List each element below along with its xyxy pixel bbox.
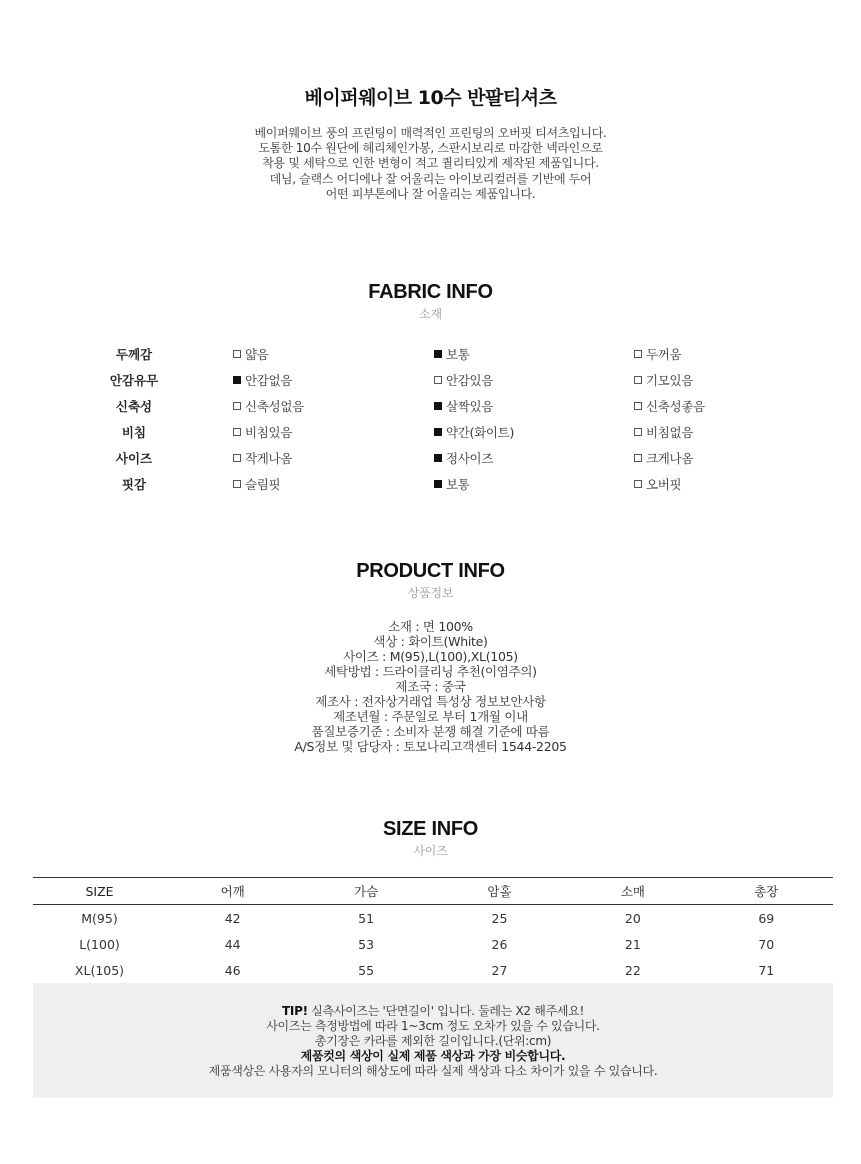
size-cell: 51 [358, 910, 375, 926]
fabric-option [634, 397, 705, 415]
fabric-row [0, 371, 861, 391]
fabric-category-label: 사이즈 [115, 451, 153, 466]
fabric-category-label: 핏감 [121, 477, 147, 492]
checked-box-icon [233, 376, 241, 384]
product-info-title: PRODUCT INFO [356, 560, 505, 582]
fabric-option [434, 345, 470, 363]
fabric-category-label: 신축성 [115, 399, 153, 414]
size-cell: 70 [758, 936, 775, 952]
fabric-option-label: 신축성없음 [245, 399, 304, 414]
tip-line: 총기장은 카라를 제외한 길이입니다.(단위:cm) [314, 1034, 552, 1048]
size-cell: 25 [491, 910, 508, 926]
fabric-option-label: 신축성좋음 [646, 399, 705, 414]
fabric-option [434, 371, 493, 389]
size-cell: L(100) [79, 936, 120, 952]
product-info-line: A/S정보 및 담당자 : 토모나리고객센터 1544-2205 [294, 739, 567, 754]
description-line: 어떤 피부톤에나 잘 어울리는 제품입니다. [325, 186, 536, 201]
fabric-option-label: 두꺼움 [646, 347, 682, 362]
fabric-option-label: 비침있음 [245, 425, 293, 440]
size-cell: 20 [624, 910, 641, 926]
fabric-info-title: FABRIC INFO [368, 281, 493, 303]
fabric-option-label: 안감없음 [245, 373, 293, 388]
checked-box-icon [434, 454, 442, 462]
fabric-option-label: 기모있음 [646, 373, 694, 388]
tip-line [33, 1004, 833, 1019]
fabric-option-label: 오버핏 [646, 477, 682, 492]
unchecked-box-icon [233, 428, 241, 436]
fabric-option-label: 보통 [446, 477, 470, 492]
fabric-option [233, 475, 280, 493]
product-info-line: 제조사 : 전자상거래업 특성상 정보보안사항 [315, 694, 546, 709]
size-table [33, 877, 833, 983]
size-cell: 55 [358, 962, 375, 978]
size-header-cell: 가슴 [299, 878, 432, 905]
fabric-option-label: 약간(화이트) [446, 425, 515, 440]
size-header-cell: SIZE [33, 878, 166, 905]
product-info-line: 제조년월 : 주문일로 부터 1개월 이내 [333, 709, 528, 724]
table-row [33, 931, 833, 957]
tip-prefix: TIP! [282, 1004, 308, 1018]
fabric-option [634, 449, 693, 467]
unchecked-box-icon [233, 480, 241, 488]
unchecked-box-icon [634, 454, 642, 462]
product-info-line: 소재 : 면 100% [388, 619, 473, 634]
size-cell: 69 [758, 910, 775, 926]
fabric-row [0, 475, 861, 495]
tip-color-notice: 제품컷의 색상이 실제 제품 색상과 가장 비슷합니다. [300, 1049, 566, 1063]
product-info-subtitle: 상품정보 [407, 586, 454, 600]
fabric-option [233, 397, 304, 415]
product-title: 베이퍼웨이브 10수 반팔티셔츠 [304, 87, 557, 109]
size-cell: 44 [224, 936, 241, 952]
table-row [33, 957, 833, 983]
size-header-cell: 총장 [700, 878, 833, 905]
description-line: 도톰한 10수 원단에 헤리체인가봉, 스판시보리로 마감한 넥라인으로 [258, 141, 603, 156]
product-description [0, 126, 861, 202]
fabric-row [0, 423, 861, 443]
description-line: 착용 및 세탁으로 인한 변형이 적고 퀄리티있게 제작된 제품입니다. [262, 156, 599, 171]
fabric-option [233, 449, 292, 467]
fabric-option-label: 정사이즈 [446, 451, 494, 466]
fabric-option-label: 안감있음 [446, 373, 494, 388]
size-table-header-row [33, 878, 833, 905]
size-info-subtitle: 사이즈 [413, 844, 448, 858]
size-header-cell: 어깨 [166, 878, 299, 905]
unchecked-box-icon [233, 402, 241, 410]
fabric-option [634, 423, 693, 441]
product-info-line: 사이즈 : M(95),L(100),XL(105) [343, 649, 518, 664]
size-cell: 42 [224, 910, 241, 926]
fabric-option-label: 보통 [446, 347, 470, 362]
size-cell: 21 [624, 936, 641, 952]
fabric-option [233, 345, 269, 363]
size-cell: 46 [224, 962, 241, 978]
checked-box-icon [434, 428, 442, 436]
product-info-line: 제조국 : 중국 [395, 679, 466, 694]
fabric-option [434, 423, 514, 441]
product-info-line: 품질보증기준 : 소비자 분쟁 해결 기준에 따름 [311, 724, 550, 739]
fabric-row [0, 449, 861, 469]
size-cell: 71 [758, 962, 775, 978]
checked-box-icon [434, 480, 442, 488]
table-row [33, 905, 833, 932]
fabric-option-label: 살짝있음 [446, 399, 494, 414]
description-line: 베이퍼웨이브 풍의 프린팅이 매력적인 프린팅의 오버핏 티셔츠입니다. [254, 126, 607, 140]
size-header-cell: 암홀 [433, 878, 566, 905]
fabric-option [434, 475, 470, 493]
checked-box-icon [434, 350, 442, 358]
fabric-category-label: 두께감 [115, 347, 153, 362]
description-line: 데님, 슬랙스 어디에나 잘 어울리는 아이보리컬러를 기반에 두어 [269, 171, 592, 186]
fabric-option-label: 비침없음 [646, 425, 694, 440]
tip-box [33, 983, 833, 1098]
size-header-cell: 소매 [566, 878, 699, 905]
fabric-category-label: 비침 [121, 425, 147, 440]
fabric-option [434, 449, 493, 467]
size-cell: M(95) [81, 910, 118, 926]
fabric-option-label: 작게나옴 [245, 451, 293, 466]
fabric-option [634, 371, 693, 389]
tip-line: 제품색상은 사용자의 모니터의 해상도에 따라 실제 색상과 다소 차이가 있을 수 있습니다. [208, 1064, 658, 1078]
tip-line: 사이즈는 측정방법에 따라 1~3cm 정도 오차가 있을 수 있습니다. [266, 1019, 600, 1033]
unchecked-box-icon [634, 350, 642, 358]
fabric-option [233, 423, 292, 441]
size-cell: XL(105) [74, 962, 125, 978]
unchecked-box-icon [634, 480, 642, 488]
fabric-row [0, 345, 861, 365]
fabric-option-label: 슬림핏 [245, 477, 281, 492]
fabric-option-label: 얇음 [245, 347, 269, 362]
tip-text: 실측사이즈는 '단면길이' 입니다. 둘레는 X2 해주세요! [307, 1004, 584, 1018]
unchecked-box-icon [434, 376, 442, 384]
size-cell: 27 [491, 962, 508, 978]
size-cell: 22 [624, 962, 641, 978]
fabric-option [634, 345, 681, 363]
fabric-category-label: 안감유무 [109, 373, 159, 388]
fabric-option-label: 크게나옴 [646, 451, 694, 466]
unchecked-box-icon [634, 376, 642, 384]
size-info-title: SIZE INFO [382, 818, 479, 840]
fabric-option [634, 475, 681, 493]
checked-box-icon [434, 402, 442, 410]
unchecked-box-icon [233, 454, 241, 462]
fabric-option [233, 371, 292, 389]
fabric-option [434, 397, 493, 415]
unchecked-box-icon [233, 350, 241, 358]
fabric-info-subtitle: 소재 [419, 307, 442, 321]
product-info-line: 세탁방법 : 드라이클리닝 추천(이염주의) [324, 664, 537, 679]
unchecked-box-icon [634, 402, 642, 410]
tip-line [33, 1049, 833, 1064]
unchecked-box-icon [634, 428, 642, 436]
size-cell: 26 [491, 936, 508, 952]
fabric-row [0, 397, 861, 417]
size-cell: 53 [358, 936, 375, 952]
product-info-list [0, 619, 861, 754]
product-info-line: 색상 : 화이트(White) [373, 634, 488, 649]
